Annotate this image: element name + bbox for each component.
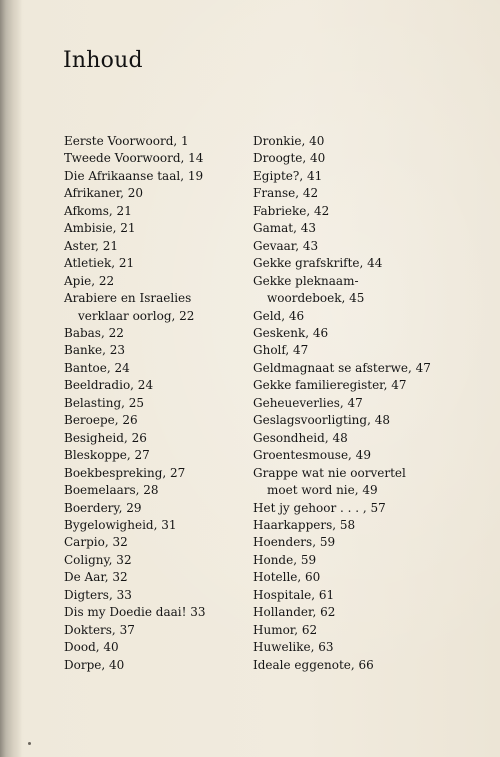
toc-entry-continuation: moet word nie, 49 [267, 483, 378, 498]
toc-column-left [64, 133, 242, 674]
toc-entry-text: Gekke pleknaam- [253, 273, 359, 288]
toc-entry-text: Gesondheid, 48 [253, 430, 348, 445]
toc-entry [253, 639, 433, 656]
toc-entry-text: Haarkappers, 58 [253, 517, 356, 532]
toc-entry [253, 430, 433, 447]
toc-entry [64, 342, 242, 359]
toc-entry-text: Carpio, 32 [64, 535, 128, 550]
toc-entry-text: Geldmagnaat se afsterwe, 47 [253, 360, 431, 375]
toc-entry-text: Hollander, 62 [253, 605, 336, 620]
toc-entry [64, 273, 242, 290]
toc-entry [64, 639, 242, 656]
toc-entry [253, 308, 433, 325]
toc-entry [64, 133, 242, 150]
toc-entry-text: Hoenders, 59 [253, 535, 336, 550]
toc-entry [253, 604, 433, 621]
toc-entry [253, 569, 433, 586]
toc-entry [64, 447, 242, 464]
toc-entry-text: Bleskoppe, 27 [64, 448, 150, 463]
toc-entry-text: Hospitale, 61 [253, 587, 335, 602]
toc-entry-text: Arabiere en Israelies [64, 291, 192, 306]
toc-entry [64, 255, 242, 272]
toc-entry [253, 657, 433, 674]
toc-entry [253, 360, 433, 377]
toc-entry-text: Bantoe, 24 [64, 360, 130, 375]
toc-entry [64, 220, 242, 237]
toc-entry [64, 395, 242, 412]
toc-entry-text: Besigheid, 26 [64, 430, 147, 445]
toc-entry-text: Afkoms, 21 [64, 203, 132, 218]
toc-entry-text: Gamat, 43 [253, 221, 316, 236]
toc-entry-text: Coligny, 32 [64, 552, 132, 567]
toc-entry-text: Ambisie, 21 [64, 221, 136, 236]
toc-entry-text: Dokters, 37 [64, 622, 135, 637]
toc-entry-text: Honde, 59 [253, 552, 317, 567]
toc-entry [64, 500, 242, 517]
toc-entry-text: Atletiek, 21 [64, 256, 135, 271]
toc-entry-text: Apie, 22 [64, 273, 115, 288]
toc-entry-text: Geskenk, 46 [253, 325, 329, 340]
toc-entry-text: Geslagsvoorligting, 48 [253, 413, 390, 428]
toc-entry [64, 465, 242, 482]
toc-entry-text: Dorpe, 40 [64, 657, 125, 672]
toc-entry [64, 587, 242, 604]
toc-entry-continuation: verklaar oorlog, 22 [78, 308, 195, 323]
toc-entry [253, 552, 433, 569]
toc-entry-text: Fabrieke, 42 [253, 203, 330, 218]
toc-entry [64, 238, 242, 255]
toc-entry [64, 657, 242, 674]
toc-entry-text: Die Afrikaanse taal, 19 [64, 168, 204, 183]
toc-entry-text: Boekbespreking, 27 [64, 465, 186, 480]
toc-entry [253, 377, 433, 394]
toc-entry-text: Gevaar, 43 [253, 238, 319, 253]
toc-entry [253, 325, 433, 342]
toc-entry-text: Humor, 62 [253, 622, 318, 637]
toc-entry-text: Geheueverlies, 47 [253, 395, 363, 410]
toc-entry [64, 482, 242, 499]
toc-entry-text: Belasting, 25 [64, 395, 145, 410]
toc-entry [253, 395, 433, 412]
toc-entry [64, 534, 242, 551]
toc-entry-text: Egipte?, 41 [253, 168, 323, 183]
toc-column-right [253, 133, 433, 674]
toc-entry [64, 604, 242, 621]
toc-entry-text: Het jy gehoor . . . , 57 [253, 500, 386, 515]
toc-entry [253, 150, 433, 167]
toc-entry-text: Dis my Doedie daai! 33 [64, 605, 206, 620]
toc-entry-text: Digters, 33 [64, 587, 132, 602]
toc-entry [253, 168, 433, 185]
toc-entry [253, 447, 433, 464]
toc-entry [253, 412, 433, 429]
toc-entry-text: Beroepe, 26 [64, 413, 138, 428]
toc-entry [253, 534, 433, 551]
toc-entry-text: Eerste Voorwoord, 1 [64, 134, 189, 148]
toc-entry-text: Hotelle, 60 [253, 570, 321, 585]
toc-entry-text: Babas, 22 [64, 325, 124, 340]
toc-entry-text: Droogte, 40 [253, 151, 326, 166]
toc-entry [64, 569, 242, 586]
toc-entry [64, 290, 242, 325]
binding-dot [28, 742, 31, 745]
toc-entry [64, 150, 242, 167]
toc-entry [64, 360, 242, 377]
toc-entry-text: Gekke familieregister, 47 [253, 378, 407, 393]
toc-entry [253, 133, 433, 150]
toc-entry-continuation: woordeboek, 45 [267, 291, 365, 306]
toc-entry-text: Huwelike, 63 [253, 640, 334, 655]
toc-entry [253, 203, 433, 220]
toc-entry [64, 412, 242, 429]
toc-entry-text: Boerdery, 29 [64, 500, 142, 515]
toc-entry [64, 517, 242, 534]
toc-entry [253, 273, 433, 308]
toc-entry [64, 377, 242, 394]
toc-entry-text: Beeldradio, 24 [64, 378, 154, 393]
toc-entry [253, 342, 433, 359]
toc-entry-text: Boemelaars, 28 [64, 483, 159, 498]
toc-entry-text: Franse, 42 [253, 186, 319, 201]
toc-entry [253, 185, 433, 202]
toc-entry [253, 220, 433, 237]
toc-entry-text: Groentesmouse, 49 [253, 448, 371, 463]
toc-entry [64, 168, 242, 185]
toc-entry-text: De Aar, 32 [64, 570, 128, 585]
toc-entry-text: Dood, 40 [64, 640, 119, 655]
toc-entry [64, 430, 242, 447]
book-spine-shadow [0, 0, 22, 757]
toc-entry [253, 622, 433, 639]
toc-entry-text: Afrikaner, 20 [64, 186, 144, 201]
toc-entry [64, 185, 242, 202]
toc-entry [64, 203, 242, 220]
page-title: Inhoud [63, 48, 143, 73]
toc-entry [253, 517, 433, 534]
toc-entry-text: Tweede Voorwoord, 14 [64, 151, 204, 166]
toc-entry [253, 238, 433, 255]
toc-entry [253, 587, 433, 604]
toc-entry-text: Grappe wat nie oorvertel [253, 465, 406, 480]
toc-entry-text: Dronkie, 40 [253, 134, 325, 148]
toc-entry [253, 255, 433, 272]
toc-entry [64, 622, 242, 639]
toc-entry-text: Banke, 23 [64, 343, 125, 358]
toc-entry-text: Geld, 46 [253, 308, 305, 323]
toc-entry [253, 465, 433, 500]
toc-entry-text: Gekke grafskrifte, 44 [253, 256, 383, 271]
toc-entry-text: Aster, 21 [64, 238, 119, 253]
toc-entry-text: Bygelowigheid, 31 [64, 517, 177, 532]
toc-entry [64, 325, 242, 342]
toc-entry [64, 552, 242, 569]
toc-entry [253, 500, 433, 517]
toc-entry-text: Ideale eggenote, 66 [253, 657, 374, 672]
toc-entry-text: Gholf, 47 [253, 343, 309, 358]
